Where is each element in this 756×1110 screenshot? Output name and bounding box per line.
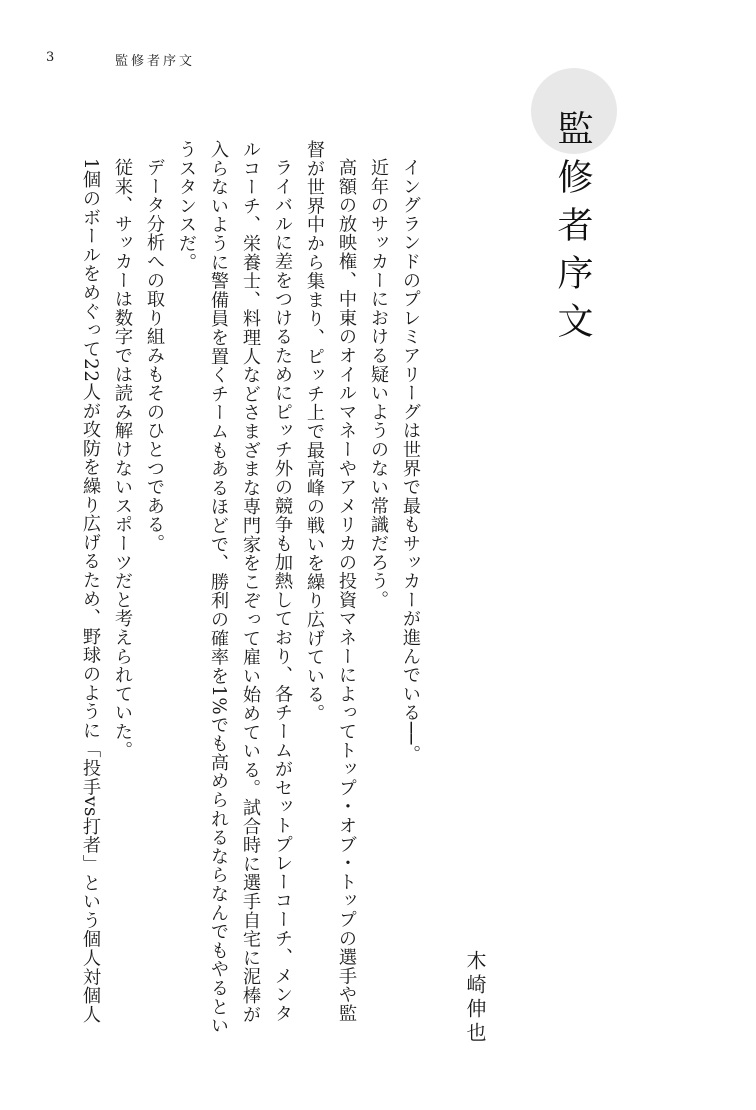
paragraph: 近年のサッカーにおける疑いようのない常識だろう。 <box>368 158 389 610</box>
body-text <box>74 140 426 1040</box>
paragraph: 従来、サッカーは数字では読み解けないスポーツだと考えられていた。 <box>112 158 133 760</box>
author-name: 木崎伸也 <box>463 950 487 1046</box>
page-number: 3 <box>46 50 55 65</box>
paragraph: データ分析への取り組みもそのひとつである。 <box>144 158 165 553</box>
running-header: 監修者序文 <box>115 54 196 69</box>
paragraph: 1個のボールをめぐって22人が攻防を繰り広げるため、野球のように「投手vs打者」という個人対個人 <box>80 158 101 1024</box>
paragraph: 高額の放映権、中東のオイルマネーやアメリカの投資マネーによってトップ・オブ・トップの選手や監督が世界中から集まり、ピッチ上で最高峰の戦いを繰り広げている。 <box>304 140 357 1023</box>
paragraph: イングランドのプレミアリーグは世界で最もサッカーが進んでいる──。 <box>400 158 421 765</box>
paragraph: ライバルに差をつけるためにピッチ外の競争も加熱しており、各チームがセットプレーコーチ、メンタルコーチ、栄養士、料理人などさまざまな専門家をこぞって雇い始めている。試合時に選手自宅に泥棒が入らないように警備員を置くチームもあるほどで、勝利の確率を1%でも高められるならなんでもやるというスタンスだ。 <box>176 140 293 1035</box>
chapter-title: 監修者序文 <box>552 110 593 350</box>
